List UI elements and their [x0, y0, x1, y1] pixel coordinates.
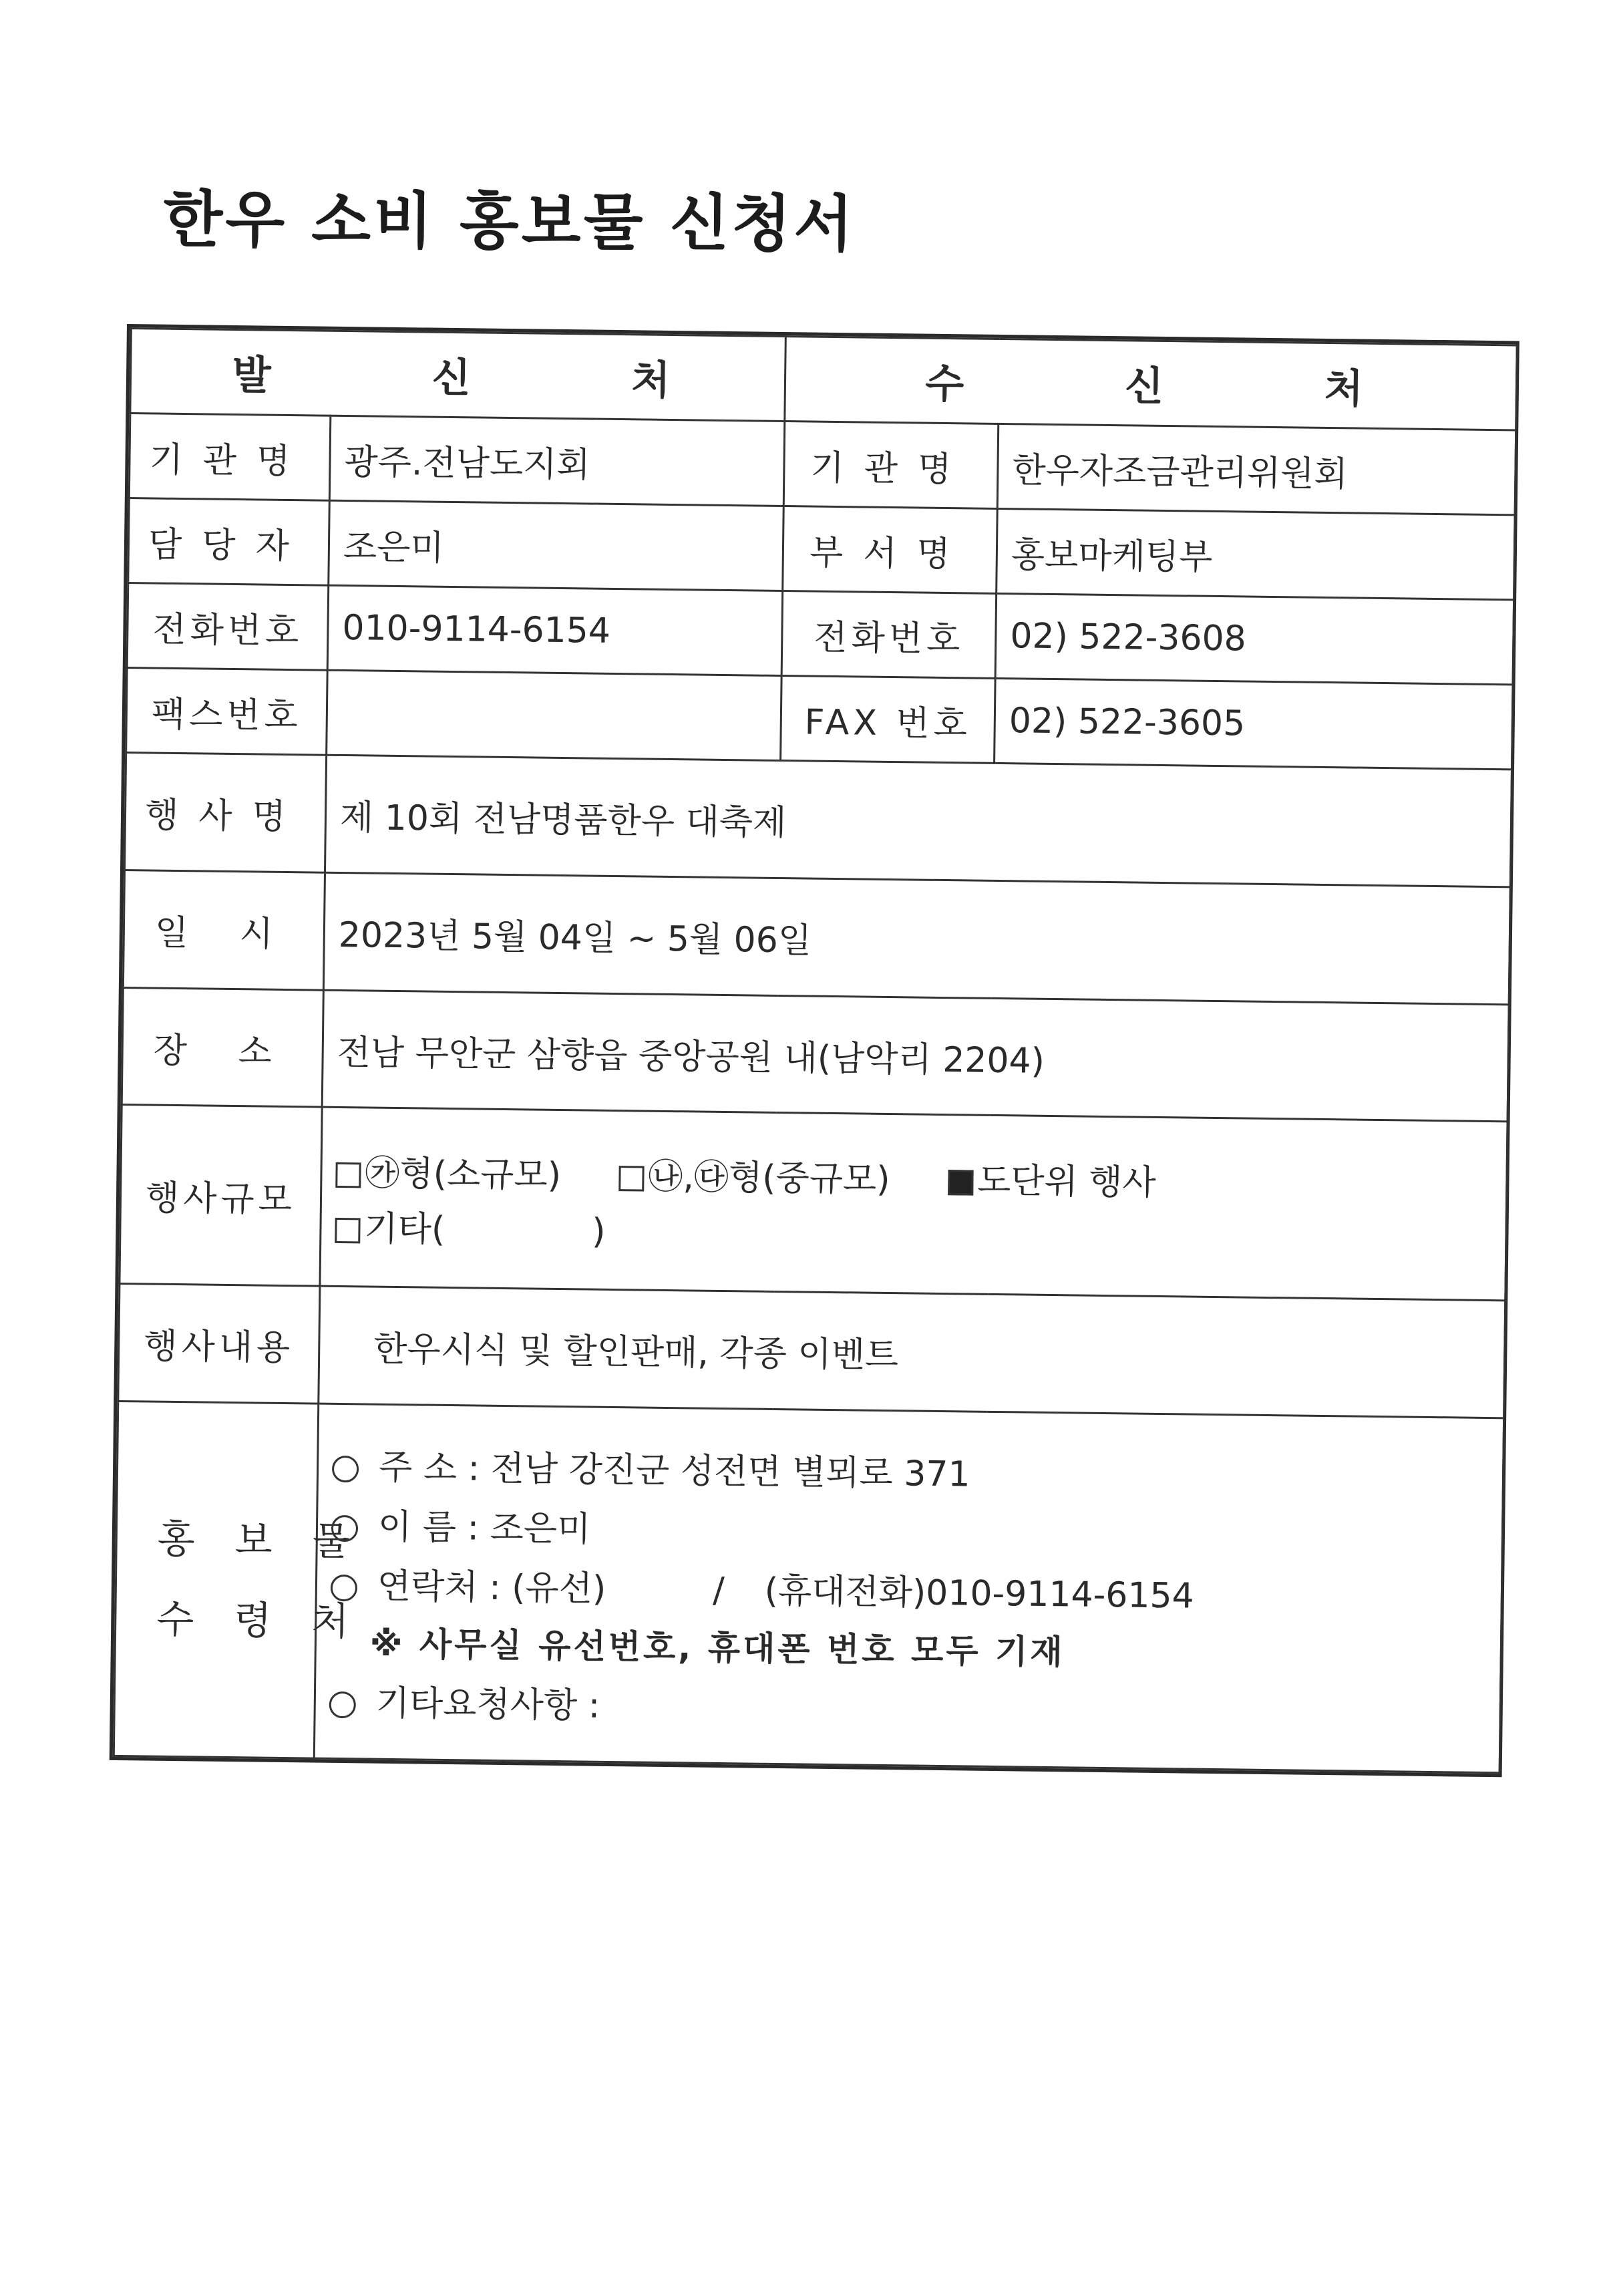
- recipient-address-line: 주 소 : 전남 강진군 성전면 별뫼로 371: [332, 1438, 1489, 1502]
- checkbox-medium[interactable]: [618, 1166, 644, 1191]
- receiver-fax-label: FAX 번호: [781, 676, 996, 764]
- receiver-phone-label: 전화번호: [781, 591, 997, 679]
- fax-row: [126, 668, 1513, 770]
- recipient-other-line: [329, 1674, 1486, 1738]
- checkbox-province[interactable]: [948, 1170, 973, 1195]
- recipient-contact-line: 연락처 : (유선) / (휴대전화)010-9114-6154: [331, 1557, 1488, 1621]
- event-scale-row: [120, 1105, 1507, 1301]
- sender-phone-field[interactable]: 010-9114-6154: [327, 585, 783, 675]
- recipient-other-label: 기타요청사항 :: [375, 1683, 600, 1726]
- recipient-field: [314, 1404, 1503, 1773]
- event-content-field[interactable]: 한우시식 및 할인판매, 각종 이벤트: [319, 1286, 1505, 1418]
- recipient-name-line: 이 름 : 조은미: [331, 1498, 1489, 1562]
- receiver-phone-field[interactable]: 02) 522-3608: [995, 593, 1514, 684]
- recipient-mobile[interactable]: (휴대전화)010-9114-6154: [764, 1571, 1195, 1617]
- application-form: [110, 324, 1519, 1777]
- recipient-landline[interactable]: (유선): [511, 1567, 606, 1609]
- sender-org-label: 기관명: [129, 414, 331, 501]
- scale-options-line-1: [335, 1144, 1493, 1208]
- scale-option-medium[interactable]: ㉯,㉰형(중규모): [618, 1156, 890, 1200]
- event-content-row: [118, 1283, 1505, 1418]
- receiver-dept-field[interactable]: 홍보마케팅부: [997, 508, 1515, 599]
- recipient-row: [114, 1401, 1503, 1773]
- form-table: [113, 327, 1518, 1774]
- scale-option-province[interactable]: 도단위 행사: [948, 1160, 1156, 1203]
- sender-fax-label: 팩스번호: [126, 668, 328, 756]
- checkbox-other[interactable]: [335, 1218, 360, 1243]
- event-place-label: 장 소: [122, 987, 323, 1107]
- sender-phone-label: 전화번호: [127, 583, 329, 671]
- receiver-dept-label: 부서명: [783, 506, 998, 594]
- scale-options-line-2: [335, 1200, 1492, 1264]
- header-row: [130, 329, 1517, 430]
- phone-row: [127, 583, 1513, 685]
- sender-person-field[interactable]: 조은미: [329, 500, 784, 591]
- recipient-note: ※ 사무실 유선번호, 휴대폰 번호 모두 기재: [369, 1624, 1066, 1672]
- event-date-row: [123, 870, 1510, 1004]
- recipient-label: 홍보물 수령처: [114, 1401, 318, 1758]
- event-scale-label: 행사규모: [120, 1105, 322, 1286]
- scale-other-close: ): [591, 1211, 606, 1252]
- event-name-field[interactable]: 제 10회 전남명품한우 대축제: [325, 755, 1511, 886]
- event-date-field[interactable]: 2023년 5월 04일 ~ 5월 06일: [323, 872, 1510, 1004]
- event-name-label: 행사명: [125, 753, 327, 872]
- scale-option-small[interactable]: ㉮형(소규모): [335, 1153, 561, 1196]
- sender-org-field[interactable]: 광주.전남도지회: [329, 416, 785, 506]
- receiver-header: 수 신 처: [785, 337, 1517, 430]
- sender-person-label: 담당자: [128, 498, 330, 586]
- event-content-label: 행사내용: [118, 1283, 320, 1403]
- circle-bullet-icon: [329, 1691, 356, 1718]
- person-row: [128, 498, 1515, 600]
- page-title: 한우 소비 홍보물 신청서: [163, 183, 856, 261]
- org-row: [129, 414, 1515, 515]
- checkbox-small[interactable]: [335, 1162, 361, 1188]
- event-place-row: [122, 987, 1509, 1122]
- circle-bullet-icon: [331, 1575, 357, 1601]
- receiver-org-label: 기관명: [783, 422, 999, 509]
- recipient-address[interactable]: 전남 강진군 성전면 별뫼로 371: [490, 1448, 970, 1495]
- circle-bullet-icon: [332, 1456, 359, 1482]
- circle-bullet-icon: [331, 1515, 358, 1542]
- receiver-fax-field[interactable]: 02) 522-3605: [995, 678, 1513, 769]
- recipient-name[interactable]: 조은미: [490, 1508, 591, 1550]
- event-place-field[interactable]: 전남 무안군 삼향읍 중앙공원 내(남악리 2204): [322, 990, 1509, 1122]
- event-date-label: 일 시: [123, 870, 325, 989]
- sender-fax-field[interactable]: [327, 670, 782, 760]
- scale-option-other[interactable]: 기타( ): [335, 1208, 606, 1252]
- event-scale-field: [320, 1108, 1507, 1301]
- sender-header: 발 신 처: [130, 329, 785, 422]
- event-name-row: [125, 753, 1512, 887]
- receiver-org-field[interactable]: 한우자조금관리위원회: [997, 424, 1516, 514]
